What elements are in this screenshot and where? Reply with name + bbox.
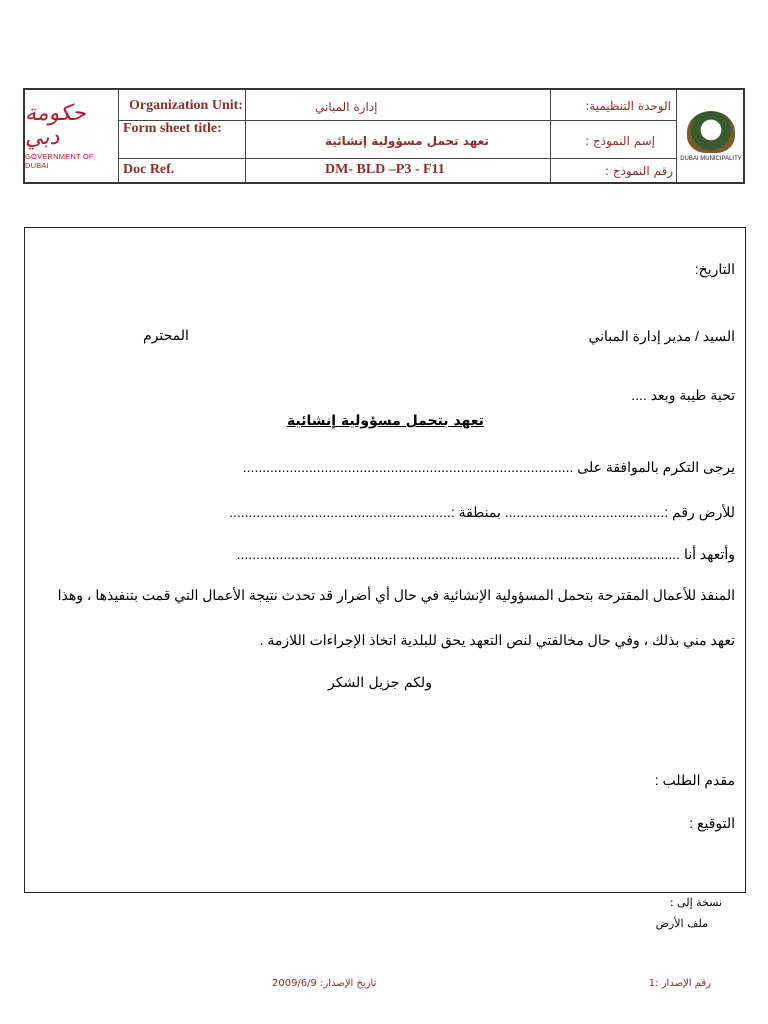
government-of-dubai-logo — [25, 90, 118, 182]
thanks-line: ولكم جزيل الشكر — [328, 675, 432, 691]
land-number-line: للأرض رقم :......................................... بمنطقة :......................................................... — [229, 504, 735, 520]
form-sheet-title-label: Form sheet title: — [123, 121, 222, 136]
signature-label: التوقيع : — [689, 815, 735, 831]
logo-right-text: DUBAI MUNICIPALITY — [680, 155, 742, 162]
undertaking-text-line-1: المنفذ للأعمال المقترحة بتحمل المسؤولية الإنشائية في حال أي أضرار قد تحدث نتيجة الأعمال التي قمت بتنفيذها ، وهذا — [57, 587, 735, 603]
organization-unit-value: إدارة المباني — [315, 100, 378, 114]
dubai-municipality-logo — [677, 90, 745, 182]
approval-line: يرجى التكرم بالموافقة على ..................................................................................... — [242, 459, 735, 475]
organization-unit-label-ar: الوحدة التنظيمية: — [585, 99, 671, 113]
addressee-line: السيد / مدير إدارة المباني — [588, 328, 735, 344]
issue-date: تاريخ الإصدار: 2009/6/9 — [272, 978, 377, 989]
greeting-line: تحية طيبة وبعد .... — [631, 387, 735, 403]
logo-english-text: GOVERNMENT OF DUBAI — [25, 152, 94, 170]
respected-text: المحترم — [143, 328, 189, 344]
form-number-label-ar: رقم النموذج : — [604, 164, 673, 178]
undertaking-form-body — [24, 227, 746, 893]
organization-unit-label: Organization Unit: — [129, 98, 243, 113]
form-header-table — [23, 88, 745, 184]
applicant-label: مقدم الطلب : — [654, 772, 735, 788]
undertaker-name-line: وأتعهد أنا .................................................................................................................. — [236, 546, 735, 562]
form-name-label-ar: إسم النموذج : — [585, 134, 655, 148]
doc-ref-value: DM- BLD –P3 - F11 — [325, 162, 445, 177]
form-title: تعهد بتحمل مسؤولية إنشائية — [287, 413, 484, 429]
logo-arabic-text: حكومة دبي — [25, 101, 86, 150]
doc-ref-label: Doc Ref. — [123, 162, 175, 177]
issue-number: رقم الإصدار :1 — [648, 978, 711, 989]
form-sheet-title-value: تعهد تحمل مسؤولية إنشائية — [325, 134, 489, 148]
copy-to-land-file: ملف الأرض — [655, 917, 708, 930]
municipality-emblem-icon — [687, 111, 735, 153]
undertaking-text-line-2: تعهد مني بذلك ، وفي حال مخالفتي لنص التعهد يحق للبلدية اتخاذ الإجراءات اللازمة . — [259, 632, 735, 648]
copy-to-label: نسخة إلى : — [669, 896, 722, 909]
date-field-label: التاريخ: — [694, 261, 735, 277]
